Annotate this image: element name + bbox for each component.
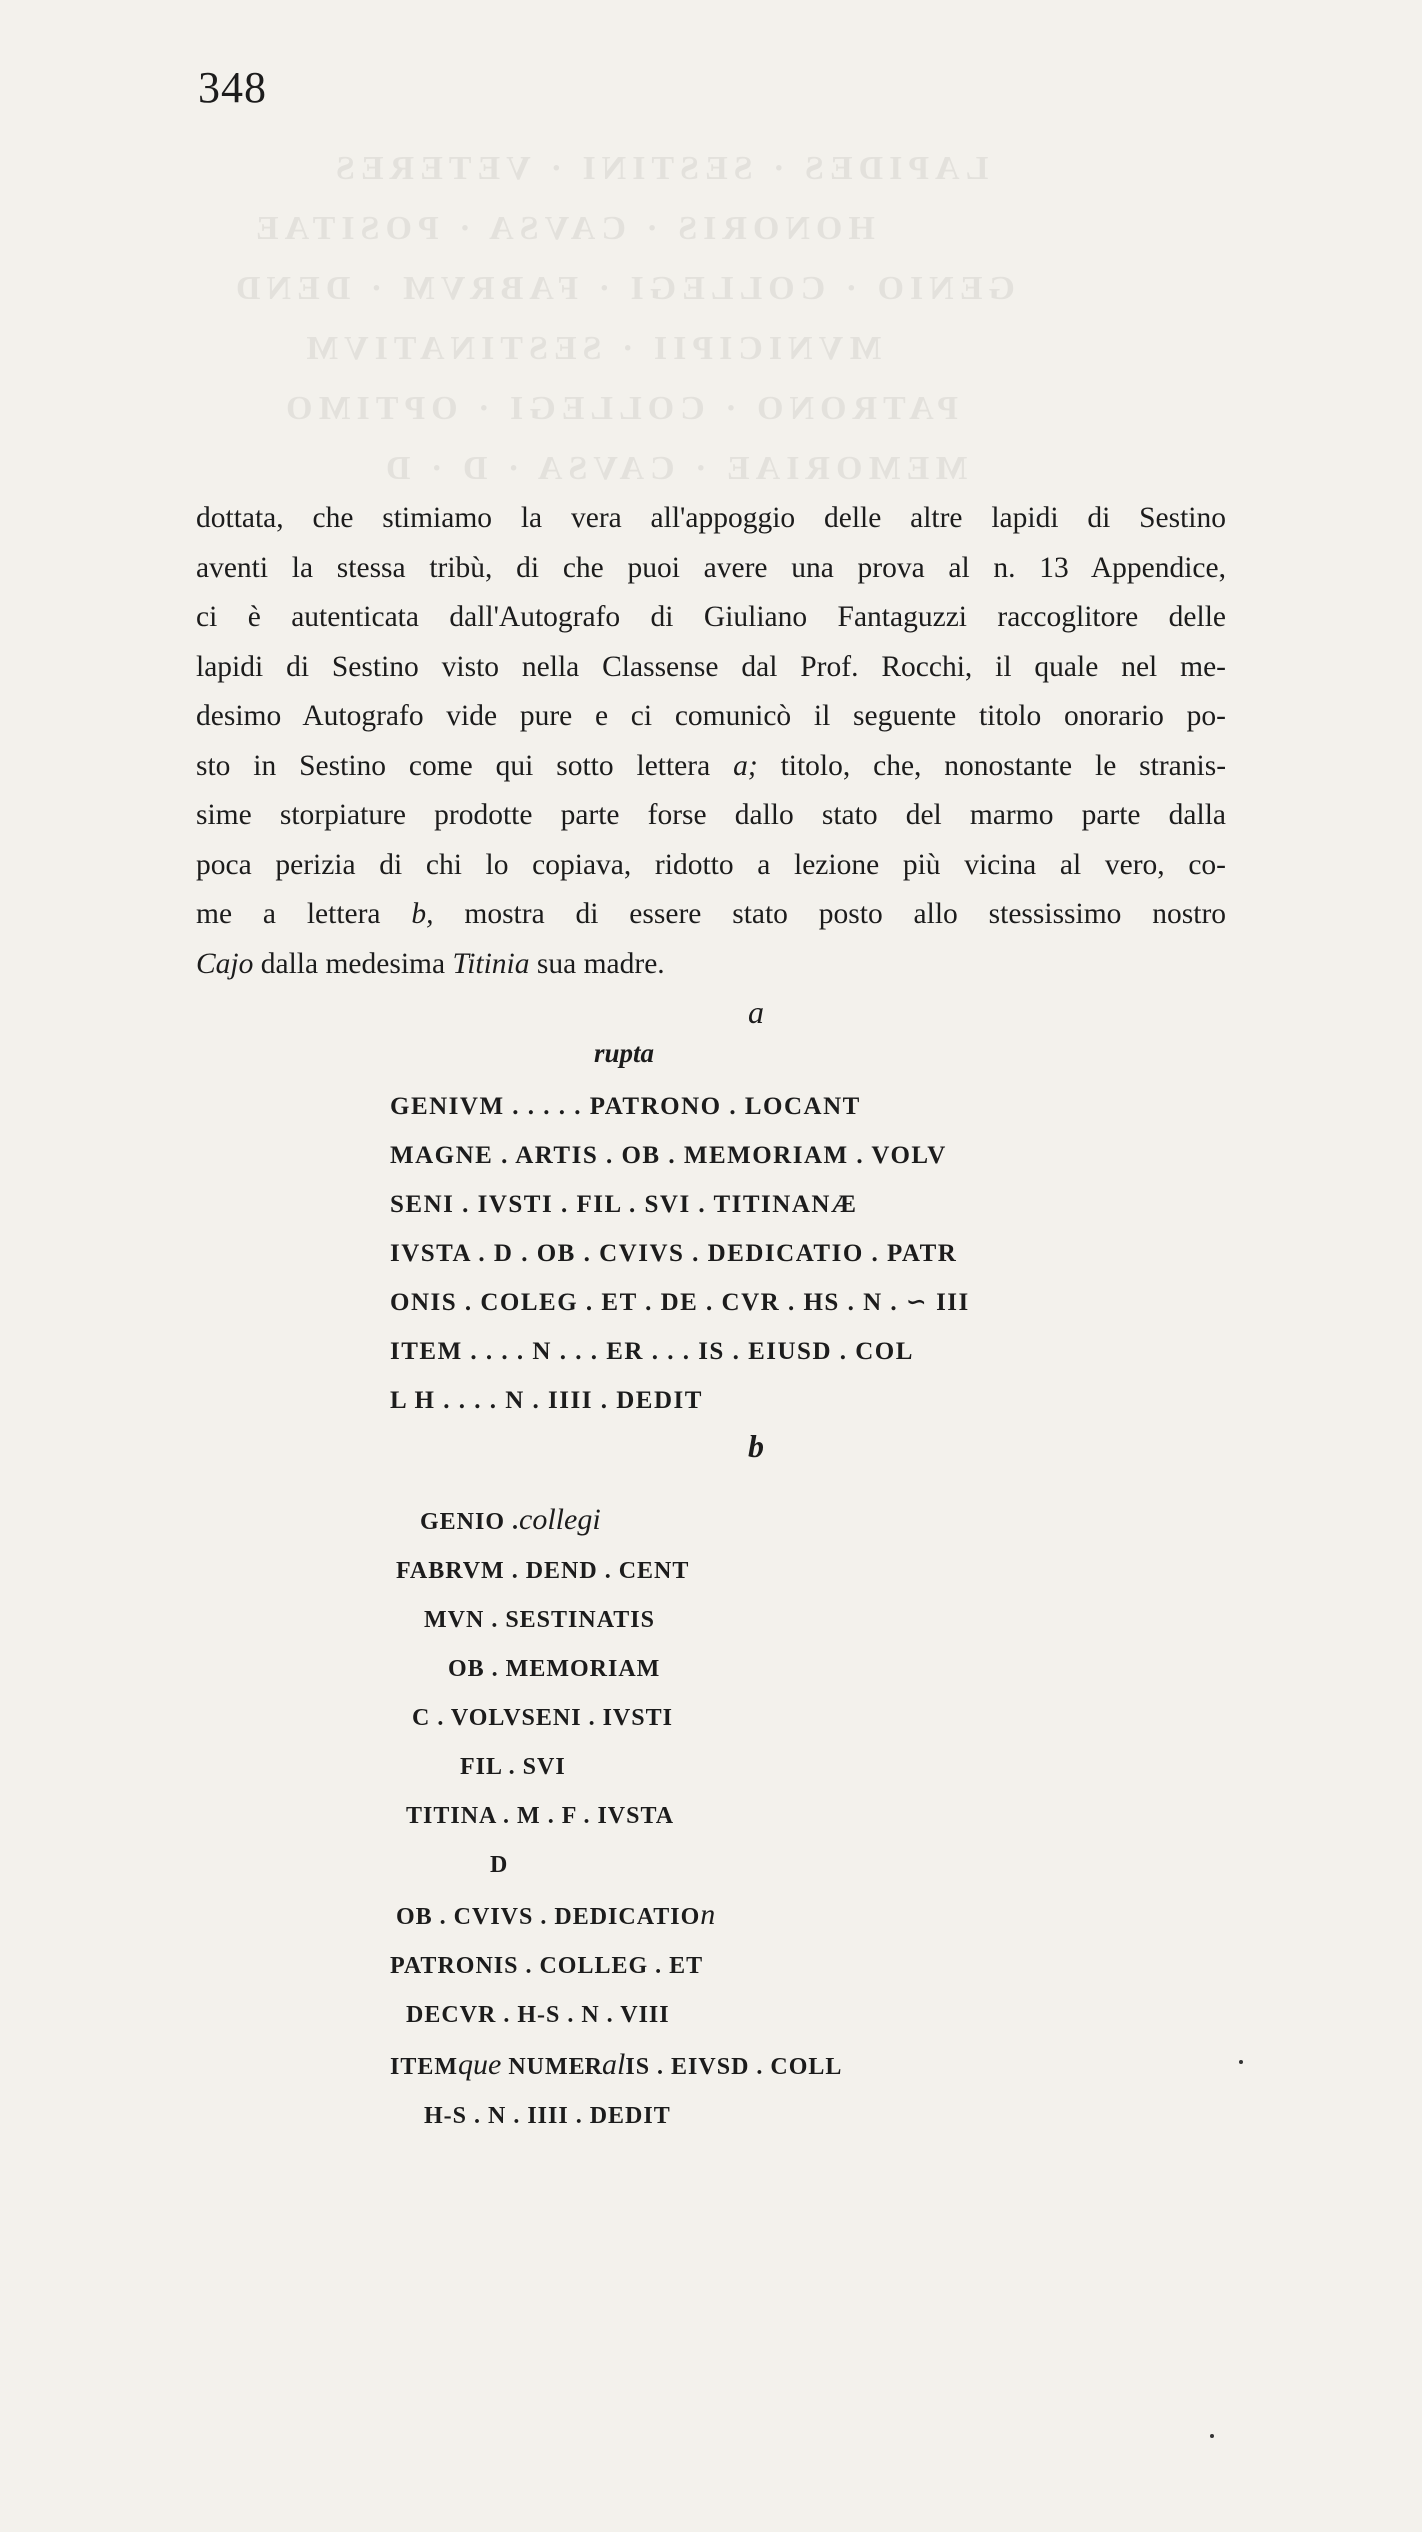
inscription-b-line: TITINA . M . F . IVSTA xyxy=(406,1803,675,1829)
inscription-b-italic: collegi xyxy=(519,1503,601,1536)
inscription-b-line: C . VOLVSENI . IVSTI xyxy=(412,1705,673,1731)
inscription-a-line: GENIVM . . . . . PATRONO . LOCANT xyxy=(390,1093,861,1120)
body-line-start: me a lettera xyxy=(196,898,381,930)
inscription-b xyxy=(390,1495,1010,2141)
inscription-b-line xyxy=(390,1890,1010,1942)
inscription-a-line: ONIS . COLEG . ET . DE . CVR . HS . N . ∽ III xyxy=(390,1289,970,1316)
body-line-end: titolo, che, nonostante le stranis- xyxy=(780,749,1227,782)
inscription-b-line: H-S . N . IIII . DEDIT xyxy=(424,2103,671,2129)
print-speck xyxy=(1210,2434,1214,2438)
body-line: dottata, che stimiamo la vera all'appoggio delle altre lapidi di Sestino xyxy=(196,502,1226,534)
body-line-mid: dalla medesima xyxy=(260,947,446,980)
page-number: 348 xyxy=(198,63,267,112)
body-line: sime storpiature prodotte parte forse dallo stato del marmo parte dalla xyxy=(196,799,1226,831)
inscription-a-line: MAGNE . ARTIS . OB . MEMORIAM . VOLV xyxy=(390,1142,947,1169)
inscription-a-note: rupta xyxy=(594,1038,655,1068)
inscription-b-caps: IS . EIVSD . COLL xyxy=(625,2054,843,2080)
inscription-b-caps: ITEM xyxy=(390,2054,459,2080)
body-line: ci è autenticata dall'Autografo di Giuliano Fantaguzzi raccoglitore delle xyxy=(196,601,1226,633)
inscription-b-caps: OB . CVIVS . DEDICATIO xyxy=(396,1904,701,1930)
body-line: lapidi di Sestino visto nella Classense dal Prof. Rocchi, il quale nel me- xyxy=(196,650,1226,683)
body-line: poca perizia di chi lo copiava, ridotto a lezione più vicina al vero, co- xyxy=(196,848,1226,881)
letter-ref-b: b, xyxy=(411,898,434,930)
inscription-b-caps: GENIO . xyxy=(420,1509,520,1535)
inscription-b-line xyxy=(390,1495,1010,1547)
body-line-end: mostra di essere stato posto allo stessissimo nostro xyxy=(464,898,1227,930)
inscription-b-line: FABRVM . DEND . CENT xyxy=(396,1558,690,1584)
name-cajo: Cajo xyxy=(196,947,254,980)
body-paragraph xyxy=(196,494,1226,989)
inscription-b-line: FIL . SVI xyxy=(460,1754,566,1780)
body-line: aventi la stessa tribù, di che puoi avere una prova al n. 13 Appendice, xyxy=(196,551,1226,584)
body-line xyxy=(196,940,1226,990)
inscription-a xyxy=(390,1082,970,1425)
name-titinia: Titinia xyxy=(452,947,530,980)
bleed-through-text: MVNICIPII · SESTINATIVM xyxy=(300,330,882,367)
inscription-b-caps: NUM xyxy=(508,2054,569,2080)
body-line xyxy=(196,742,1226,792)
inscription-b-italic: al xyxy=(602,2048,626,2081)
inscription-b-line: OB . MEMORIAM xyxy=(448,1656,661,1682)
inscription-a-label: a xyxy=(748,994,764,1030)
body-line: desimo Autografo vide pure e ci comunicò il seguente titolo onorario po- xyxy=(196,700,1226,732)
inscription-b-line: PATRONIS . COLLEG . ET xyxy=(390,1953,704,1979)
bleed-through-text: PATRONO · COLLEGI · OPTIMO xyxy=(280,390,959,427)
inscription-b-line xyxy=(390,2040,1010,2092)
body-line-end: sua madre. xyxy=(536,947,665,980)
inscription-b-label: b xyxy=(748,1428,764,1464)
inscription-a-line: ITEM . . . . N . . . ER . . . IS . EIUSD . COL xyxy=(390,1338,914,1365)
inscription-b-line: D xyxy=(490,1852,509,1878)
inscription-a-line: L H . . . . N . IIII . DEDIT xyxy=(390,1387,703,1414)
bleed-through-text: GENIO · COLLEGI · FABRVM · DEND xyxy=(230,270,1015,307)
inscription-b-italic: que xyxy=(458,2048,502,2081)
bleed-through-text: HONORIS · CAVSA · POSITAE xyxy=(250,210,875,247)
inscription-b-line: MVN . SESTINATIS xyxy=(424,1607,655,1633)
inscription-a-line: SENI . IVSTI . FIL . SVI . TITINANÆ xyxy=(390,1191,858,1218)
body-line-start: sto in Sestino come qui sotto lettera xyxy=(196,749,711,782)
inscription-b-line: DECVR . H-S . N . VIII xyxy=(406,2002,670,2028)
inscription-a-line: IVSTA . D . OB . CVIVS . DEDICATIO . PATR xyxy=(390,1240,958,1267)
letter-ref-a: a; xyxy=(733,749,758,782)
bleed-through-text: MEMORIAE · CAVSA · D · D xyxy=(380,450,968,487)
bleed-through-text: LAPIDES · SESTINI · VETERES xyxy=(330,150,989,187)
print-speck xyxy=(1239,2060,1243,2064)
inscription-b-italic: ER xyxy=(568,2054,603,2080)
body-line xyxy=(196,890,1226,940)
inscription-b-italic: n xyxy=(700,1898,716,1931)
